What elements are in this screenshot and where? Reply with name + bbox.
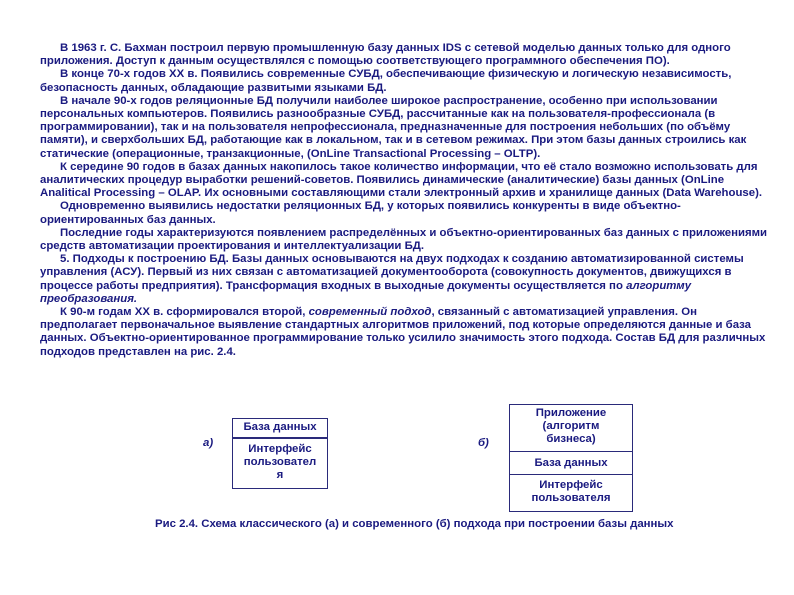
diagram-b-application-box: Приложение (алгоритм бизнеса) xyxy=(509,404,633,451)
diagram-a-database-box: База данных xyxy=(232,418,328,438)
figure-caption: Рис 2.4. Схема классического (а) и современного (б) подхода при построении базы данных xyxy=(155,518,674,530)
diagram-b-database-box: База данных xyxy=(509,451,633,475)
diagram-label-a: а) xyxy=(203,437,214,449)
paragraph-8-text-b: , связанный с автоматизацией управления. Он предполагает первоначальное выявление стандартных алгоритмов приложений, под которые определяются данные и база данных. Объектно-ориентированное программирование только усилило значимость этого подхода. Состав БД для различных подходов представлен на рис. 2.4. xyxy=(40,306,766,358)
paragraph-8 xyxy=(40,306,775,359)
paragraph-7-italic: алгоритму преобразования. xyxy=(40,279,692,305)
document-text xyxy=(40,42,775,359)
paragraph-6: Последние годы характеризуются появлением распределённых и объектно-ориентированных баз данных с приложениями средств автоматизации проектирования и интеллектуализации БД. xyxy=(40,226,768,253)
paragraph-7 xyxy=(40,253,775,306)
paragraph-1: В 1963 г. С. Бахман построил первую промышленную базу данных IDS с сетевой моделью данных только для одного приложения. Доступ к данным осуществлялся с помощью соответствующего программного обеспечения ПО). xyxy=(40,42,731,68)
paragraph-2: В конце 70-х годов ХХ в. Появились современные СУБД, обеспечивающие физическую и логическую независимость, безопасность данных, обладающие развитыми языками БД. xyxy=(40,68,732,94)
paragraph-7-text: 5. Подходы к построению БД. Базы данных основываются на двух подходах к созданию автоматизированной системы управления (АСУ). Первый из них связан с автоматизацией документооборота (совокупность документов, движущихся в процессе работы предприятия). Трансформация входных в выходные документы осуществляется по xyxy=(40,253,744,292)
paragraph-4: К середине 90 годов в базах данных накопилось такое количество информации, что её стало возможно использовать для аналитических процедур выработки решений-советов. Появились динамические (аналитические) базы данных (OnLine Analitical Processing – OLAP. Их основными составляющими стали электронный архив и хранилище данных (Data Warehouse). xyxy=(40,160,763,200)
diagram-a-user-interface-box: Интерфейс пользовател я xyxy=(232,438,328,489)
paragraph-8-text-a: К 90-м годам ХХ в. сформировался второй, xyxy=(60,306,306,319)
paragraph-5: Одновременно выявились недостатки реляционных БД, у которых появились конкуренты в виде объектно-ориентированных баз данных. xyxy=(40,200,681,226)
diagram-b-user-interface-box: Интерфейс пользователя xyxy=(531,479,611,505)
diagram-label-b: б) xyxy=(478,437,489,449)
paragraph-3: В начале 90-х годов реляционные БД получили наиболее широкое распространение, особенно при использовании персональных компьютеров. Появились разнообразные СУБД, рассчитанные как на пользователя-профессионала (в программировании), так и на пользователя непрофессионала, предназначенные для построения небольших (по объёму памяти), и сверхбольших БД, работающие как в локальном, так и в сетевом режимах. При этом базы данных строились как статические (операционные, транзакционные, (OnLine Transactional Processing – OLTP). xyxy=(40,94,747,160)
paragraph-8-italic: современный подход xyxy=(308,306,432,319)
